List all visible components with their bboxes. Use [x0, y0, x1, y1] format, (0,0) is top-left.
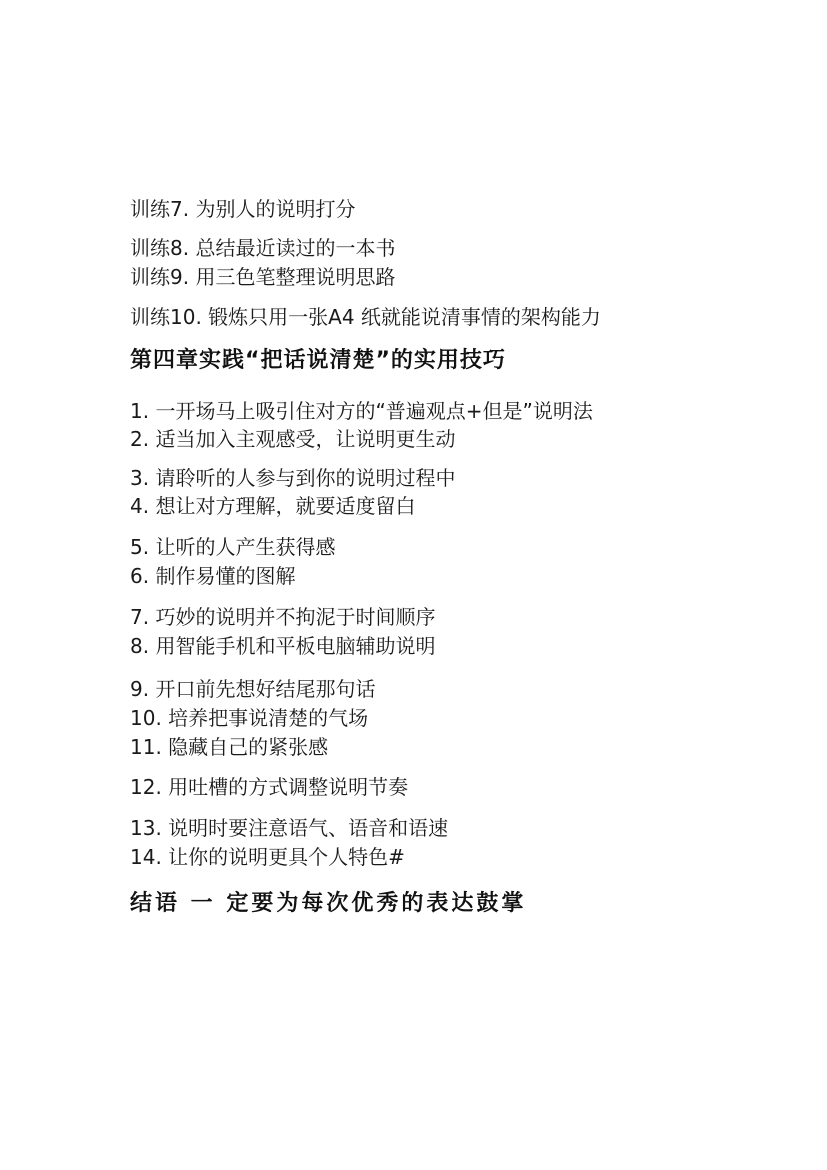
conclusion-heading: 结语 一 定要为每次优秀的表达鼓掌	[130, 891, 527, 916]
chapter-item: 4. 想让对方理解，就要适度留白	[130, 494, 416, 518]
chapter-item: 14. 让你的说明更具个人特色#	[130, 845, 405, 869]
chapter-item: 6. 制作易懂的图解	[130, 564, 296, 588]
chapter-item: 11. 隐藏自己的紧张感	[130, 735, 329, 759]
training-item: 训练9. 用三色笔整理说明思路	[130, 265, 396, 289]
chapter-item: 8. 用智能手机和平板电脑辅助说明	[130, 634, 436, 658]
training-item: 训练7. 为别人的说明打分	[130, 197, 356, 221]
chapter-item: 12. 用吐槽的方式调整说明节奏	[130, 775, 409, 799]
chapter-heading: 第四章实践“把话说清楚”的实用技巧	[130, 348, 506, 373]
chapter-item: 10. 培养把事说清楚的气场	[130, 706, 369, 730]
chapter-item: 9. 开口前先想好结尾那句话	[130, 677, 376, 701]
chapter-item: 5. 让听的人产生获得感	[130, 535, 336, 559]
training-item: 训练8. 总结最近读过的一本书	[130, 236, 396, 260]
chapter-item: 13. 说明时要注意语气、语音和语速	[130, 816, 449, 840]
training-item: 训练10. 锻炼只用一张A4 纸就能说清事情的架构能力	[130, 305, 601, 329]
chapter-item: 2. 适当加入主观感受，让说明更生动	[130, 427, 456, 451]
chapter-item: 7. 巧妙的说明并不拘泥于时间顺序	[130, 605, 436, 629]
chapter-item: 1. 一开场马上吸引住对方的“普遍观点+但是”说明法	[130, 399, 593, 423]
chapter-item: 3. 请聆听的人参与到你的说明过程中	[130, 466, 456, 490]
